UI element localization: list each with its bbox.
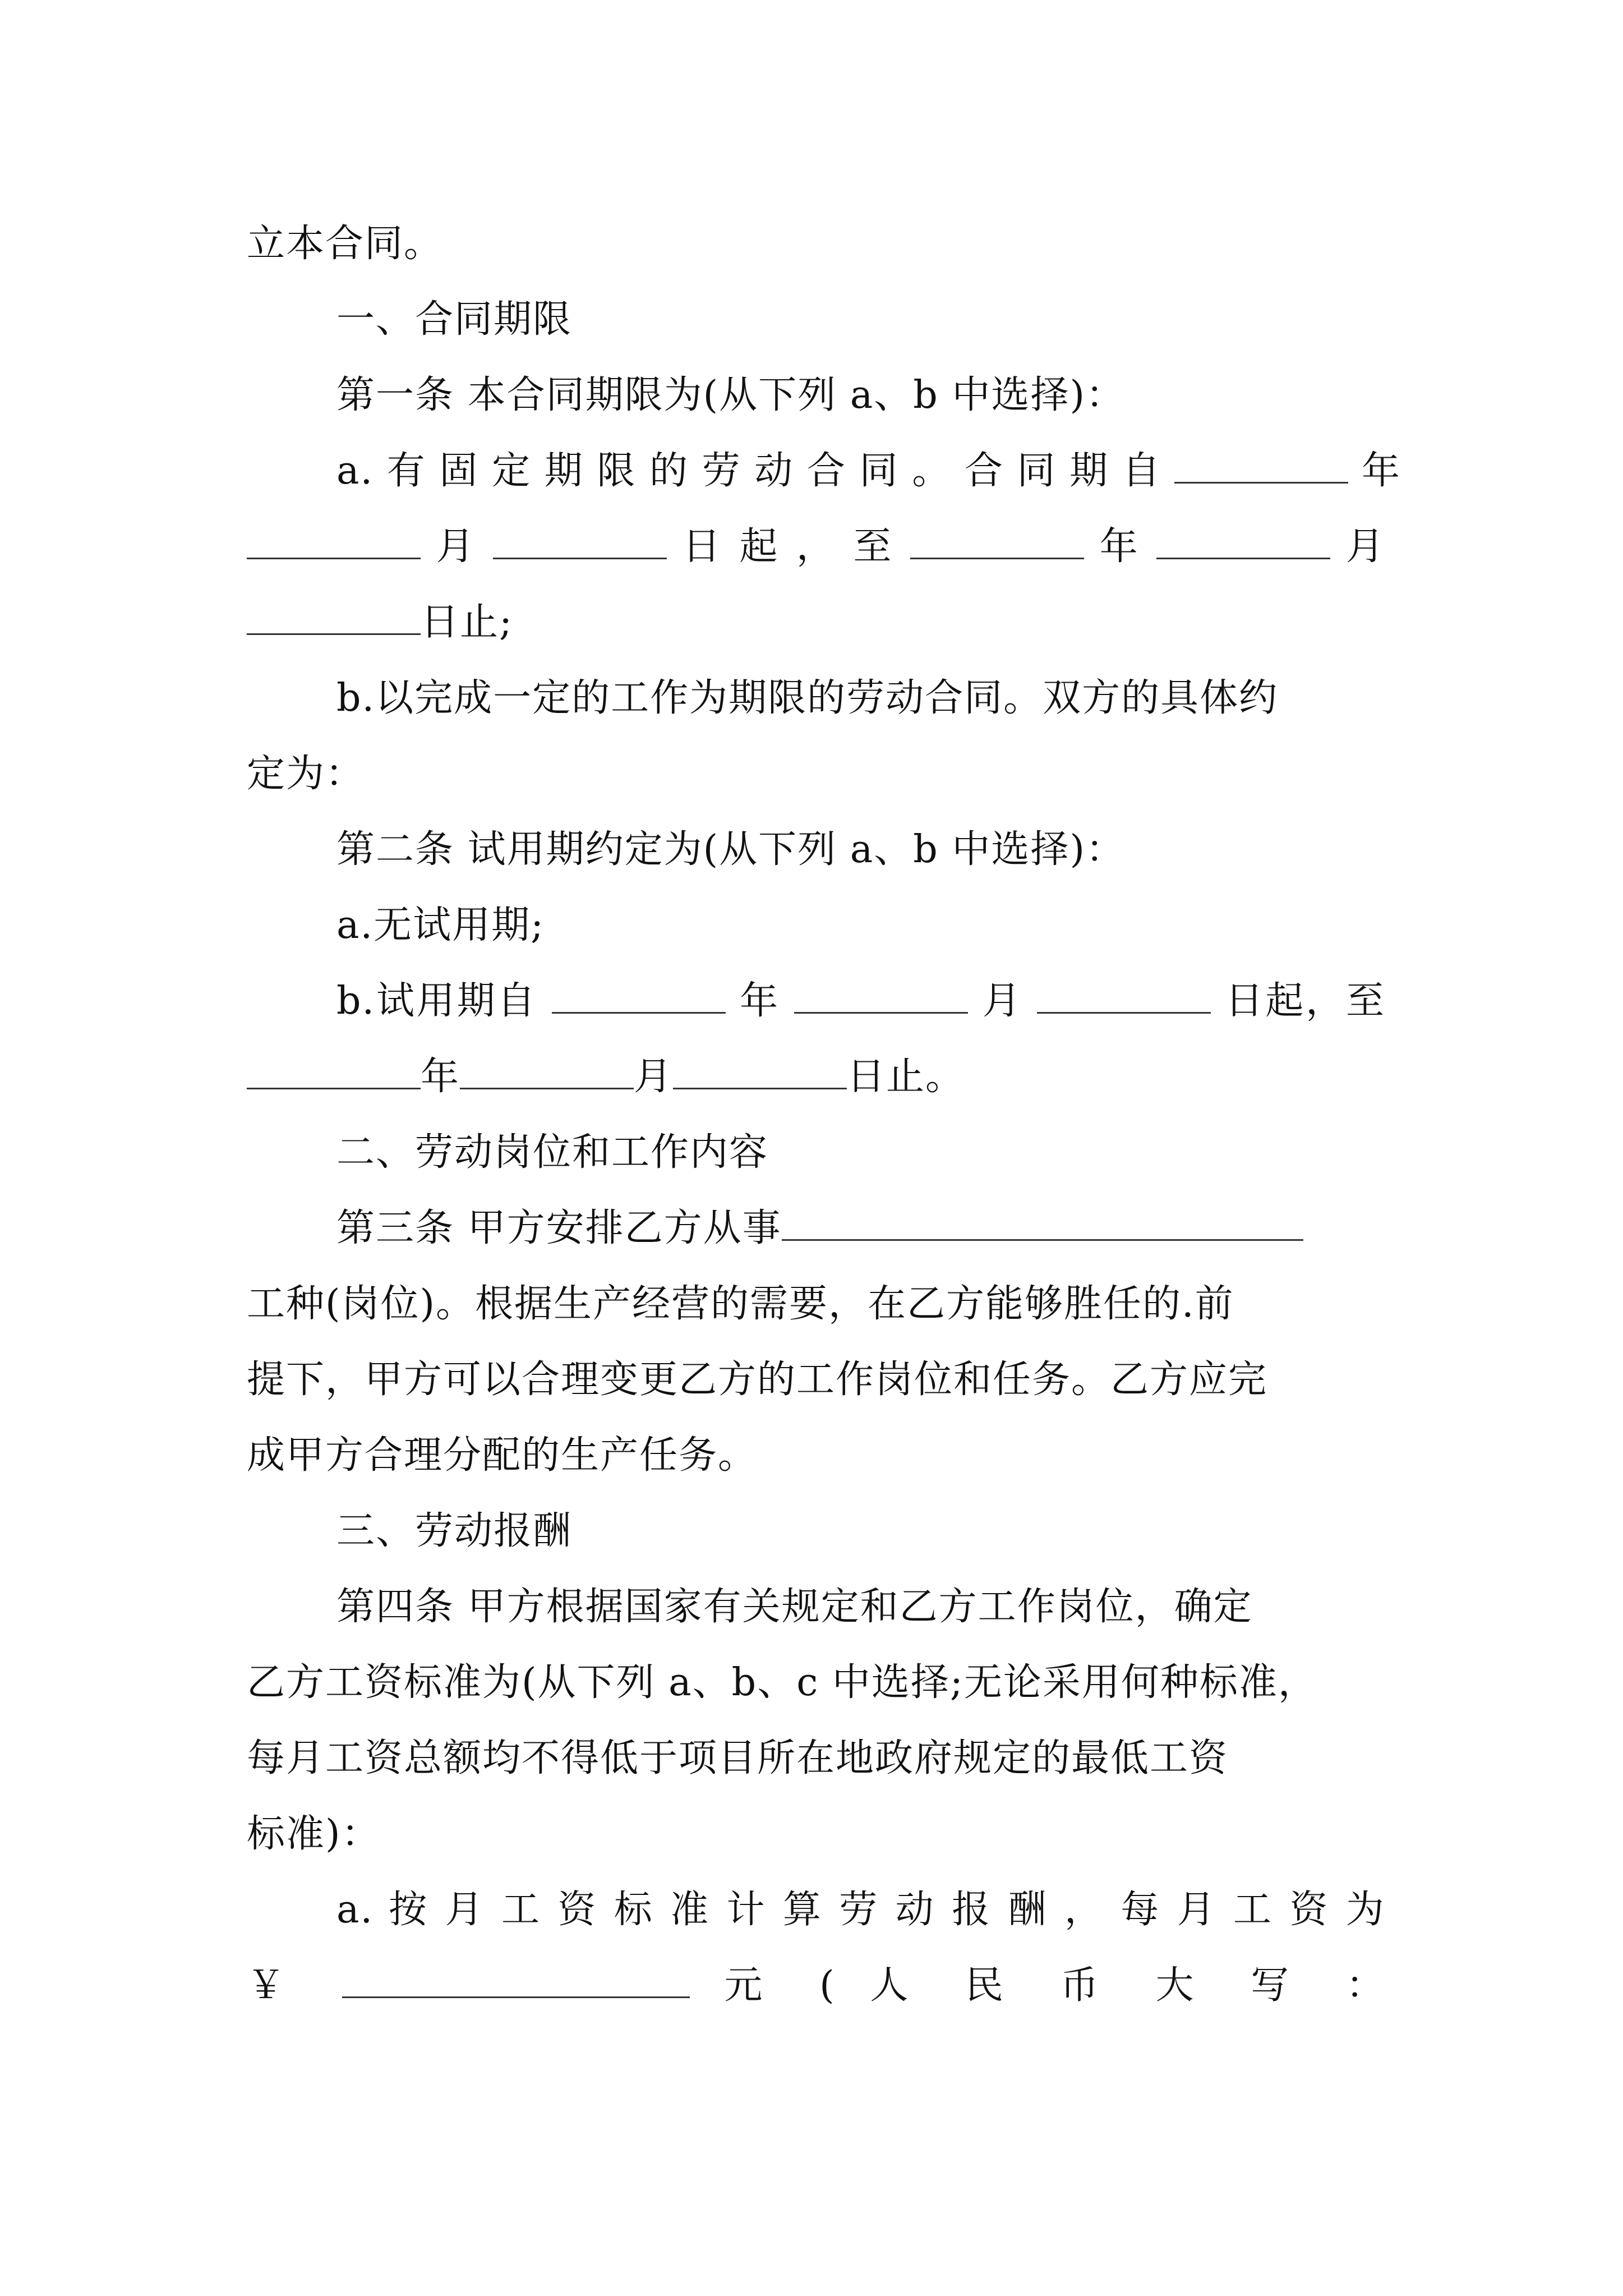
text-line: 乙方工资标准为(从下列 a、b、c 中选择;无论采用何种标准， — [247, 1660, 1317, 1705]
fill-in-blank[interactable] — [782, 1203, 1303, 1241]
fill-in-blank[interactable] — [794, 976, 968, 1014]
article-heading: 第三条 甲方安排乙方从事 — [336, 1195, 1385, 1262]
text-line: a. 按 月 工 资 标 准 计 算 劳 动 报 酬 ， 每 月 工 资 为 — [336, 1888, 1385, 1932]
text-line: 月 日 起 ， 至 年 月 — [247, 513, 1385, 581]
text-line: b.试用期自 年 月 日起，至 — [336, 968, 1385, 1035]
section-heading: 二、劳动岗位和工作内容 — [336, 1130, 769, 1175]
article-heading: 第四条 甲方根据国家有关规定和乙方工作岗位，确定 — [336, 1585, 1253, 1629]
fill-in-blank[interactable] — [493, 522, 667, 559]
text-line: 立本合同。 — [247, 222, 444, 266]
fill-in-blank[interactable] — [552, 976, 726, 1014]
text-line: ￥ 元 ( 人 民 币 大 写 ： — [247, 1952, 1385, 2019]
fill-in-blank[interactable] — [673, 1052, 847, 1089]
text-line: 标准)： — [247, 1812, 381, 1856]
text-line: 日止; — [247, 589, 1385, 656]
article-heading: 第二条 试用期约定为(从下列 a、b 中选择)： — [336, 827, 1125, 872]
section-heading: 三、劳动报酬 — [336, 1509, 573, 1553]
section-heading: 一、合同期限 — [336, 297, 573, 342]
text-line: a.无试用期; — [336, 903, 545, 947]
fill-in-blank[interactable] — [1174, 446, 1348, 484]
text-line: 定为： — [247, 752, 365, 796]
text-line: 每月工资总额均不得低于项目所在地政府规定的最低工资 — [247, 1736, 1229, 1780]
fill-in-blank[interactable] — [1037, 976, 1211, 1014]
fill-in-blank[interactable] — [910, 522, 1084, 559]
text-line: a. 有 固 定 期 限 的 劳 动 合 同 。 合 同 期 自 年 — [336, 438, 1385, 505]
article-heading: 第一条 本合同期限为(从下列 a、b 中选择)： — [336, 373, 1125, 417]
fill-in-blank[interactable] — [460, 1052, 634, 1089]
text-line: 提下，甲方可以合理变更乙方的工作岗位和任务。乙方应完 — [247, 1358, 1268, 1402]
text-line: b.以完成一定的工作为期限的劳动合同。双方的具体约 — [336, 676, 1279, 720]
fill-in-blank[interactable] — [247, 1052, 421, 1089]
text-line: 成甲方合理分配的生产任务。 — [247, 1433, 758, 1478]
fill-in-blank[interactable] — [1156, 522, 1330, 559]
fill-in-blank[interactable] — [342, 1961, 690, 1998]
text-line: 年 月 日止。 — [247, 1043, 1385, 1111]
fill-in-blank[interactable] — [247, 522, 421, 559]
fill-in-blank[interactable] — [247, 597, 421, 635]
text-line: 工种(岗位)。根据生产经营的需要，在乙方能够胜任的.前 — [247, 1282, 1234, 1326]
